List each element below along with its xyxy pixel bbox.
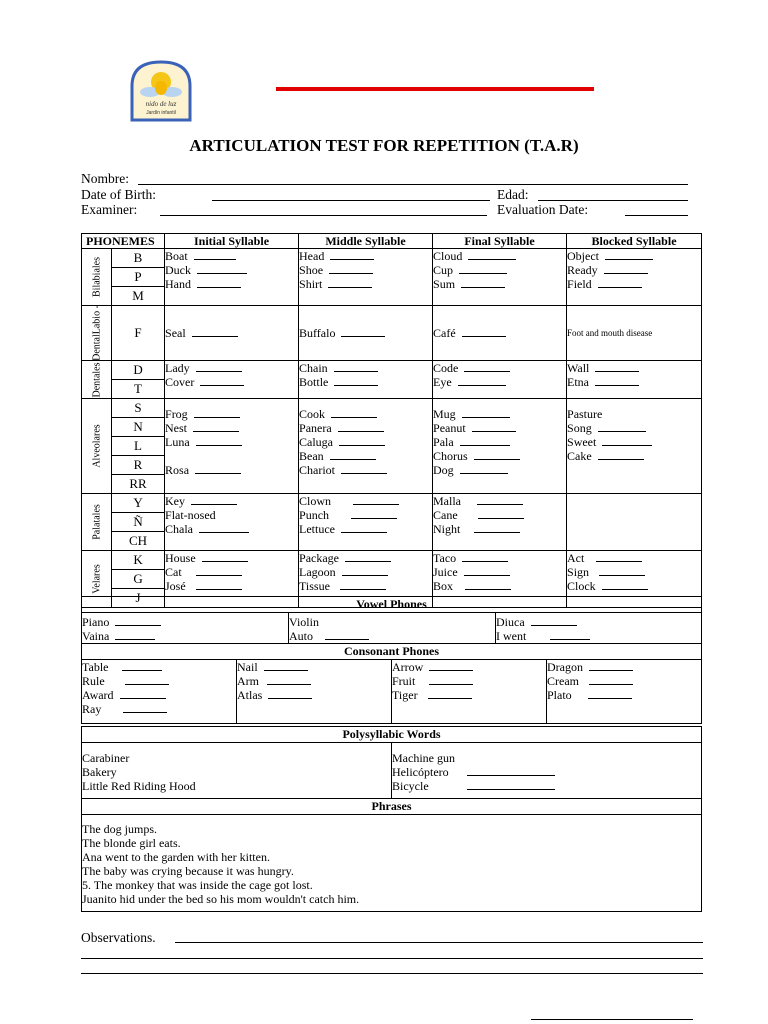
word: Eye [433, 375, 452, 389]
word: Package [299, 551, 339, 565]
answer-blank[interactable] [340, 579, 386, 590]
word: Key [165, 494, 186, 508]
word: Sweet [567, 435, 597, 449]
answer-blank[interactable] [122, 660, 162, 671]
phoneme: G [112, 570, 164, 589]
word: Chorus [433, 449, 468, 463]
word: Bean [299, 449, 324, 463]
vowel-title: Vowel Phones [82, 597, 702, 613]
answer-blank[interactable] [192, 326, 238, 337]
consonant-title: Consonant Phones [82, 644, 702, 660]
answer-blank[interactable] [589, 674, 633, 685]
dob-field[interactable] [212, 200, 490, 201]
answer-blank[interactable] [598, 277, 642, 288]
answer-blank[interactable] [197, 263, 247, 274]
phoneme: Y [112, 494, 164, 513]
page-title: ARTICULATION TEST FOR REPETITION (T.A.R) [189, 136, 579, 155]
word: Code [433, 361, 459, 375]
word: Sign [567, 565, 590, 579]
word: Cover [165, 375, 195, 389]
word: José [165, 579, 186, 593]
answer-blank[interactable] [196, 565, 242, 576]
word: Duck [165, 263, 192, 277]
category-velares: Velares [82, 551, 112, 608]
word: Café [433, 326, 456, 340]
examiner-label: Examiner: [81, 202, 138, 217]
answer-blank[interactable] [589, 660, 633, 671]
phoneme: RR [129, 476, 147, 491]
consonant-table [81, 643, 702, 724]
word: Fruit [392, 674, 416, 688]
word: Dragon [547, 660, 583, 674]
word: Mug [433, 407, 456, 421]
answer-blank[interactable] [125, 674, 169, 685]
answer-blank[interactable] [325, 629, 369, 640]
word: Boat [165, 249, 188, 263]
answer-blank[interactable] [596, 551, 642, 562]
answer-blank[interactable] [467, 765, 555, 776]
word: Peanut [433, 421, 466, 435]
answer-blank[interactable] [605, 249, 653, 260]
word: Tissue [299, 579, 330, 593]
word: Luna [165, 435, 190, 449]
word: Auto [289, 629, 313, 643]
word: Helicóptero [392, 765, 449, 779]
word: Chain [299, 361, 328, 375]
word: Rule [82, 674, 105, 688]
word: Head [299, 249, 325, 263]
answer-blank[interactable] [464, 361, 510, 372]
word: Nest [165, 421, 188, 435]
word: Arrow [392, 660, 424, 674]
word: Ray [82, 702, 102, 716]
observations-line[interactable] [175, 942, 703, 943]
signature-line[interactable] [531, 1019, 693, 1020]
word: Act [567, 551, 585, 565]
word: Cloud [433, 249, 463, 263]
word: Sum [433, 277, 456, 291]
observations-line[interactable] [81, 973, 703, 974]
answer-blank[interactable] [195, 463, 241, 474]
school-logo [126, 60, 196, 122]
examiner-field[interactable] [160, 215, 487, 216]
answer-blank[interactable] [460, 463, 508, 474]
answer-blank[interactable] [264, 660, 308, 671]
dob-label: Date of Birth: [81, 187, 156, 202]
observations-label: Observations. [81, 930, 156, 945]
word: Tiger [392, 688, 418, 702]
phrase: 5. The monkey that was inside the cage got lost. [82, 878, 313, 892]
poly-title: Polysyllabic Words [82, 727, 702, 743]
phrase: Juanito hid under the bed so his mom wouldn't catch him. [82, 892, 360, 906]
header-blocked: Blocked Syllable [567, 234, 702, 249]
logo-text: nido de luz [145, 100, 177, 108]
word: Piano [82, 615, 110, 629]
phrase: Ana went to the garden with her kitten. [82, 850, 270, 864]
phrase: The dog jumps. [82, 822, 157, 836]
word: Juice [433, 565, 458, 579]
answer-blank[interactable] [200, 375, 244, 386]
word: Cat [165, 565, 182, 579]
answer-blank[interactable] [550, 629, 590, 640]
answer-blank[interactable] [115, 615, 161, 626]
answer-blank[interactable] [472, 421, 516, 432]
word: Song [567, 421, 592, 435]
word: Taco [433, 551, 457, 565]
answer-blank[interactable] [345, 551, 391, 562]
word: Vaina [82, 629, 110, 643]
header-initial: Initial Syllable [165, 234, 299, 249]
word: Frog [165, 407, 188, 421]
eval-date-field[interactable] [625, 215, 688, 216]
word: Object [567, 249, 600, 263]
phoneme: N [112, 418, 164, 437]
word: Bicycle [392, 779, 429, 793]
answer-blank[interactable] [329, 263, 373, 274]
answer-blank[interactable] [478, 508, 524, 519]
word: Field [567, 277, 592, 291]
edad-label: Edad: [497, 187, 529, 202]
word: Award [82, 688, 114, 702]
word: Carabiner [82, 751, 130, 765]
word: Table [82, 660, 109, 674]
word: Seal [165, 326, 186, 340]
answer-blank[interactable] [462, 407, 510, 418]
answer-blank[interactable] [342, 565, 388, 576]
word: Bottle [299, 375, 329, 389]
answer-blank[interactable] [341, 522, 387, 533]
word: Cake [567, 449, 592, 463]
answer-blank[interactable] [120, 688, 166, 699]
word: Arm [237, 674, 259, 688]
answer-blank[interactable] [598, 449, 644, 460]
word: Caluga [299, 435, 334, 449]
answer-blank[interactable] [267, 674, 311, 685]
answer-blank[interactable] [351, 508, 397, 519]
edad-field[interactable] [538, 200, 688, 201]
phoneme: Ñ [112, 513, 164, 532]
answer-blank[interactable] [602, 579, 648, 590]
category-dentallabio: DentalLabio - [82, 306, 112, 361]
answer-blank[interactable] [467, 779, 555, 790]
answer-blank[interactable] [531, 615, 577, 626]
answer-blank[interactable] [193, 421, 239, 432]
answer-blank[interactable] [599, 565, 645, 576]
answer-blank[interactable] [339, 435, 385, 446]
answer-blank[interactable] [341, 326, 385, 337]
answer-blank[interactable] [465, 579, 511, 590]
word: House [165, 551, 196, 565]
header-middle: Middle Syllable [299, 234, 433, 249]
red-divider [276, 87, 594, 91]
word: Chala [165, 522, 194, 536]
answer-blank[interactable] [268, 688, 312, 699]
word: I went [496, 629, 527, 643]
word: Box [433, 579, 454, 593]
word: Atlas [237, 688, 263, 702]
phoneme: CH [128, 533, 148, 548]
word: Bakery [82, 765, 117, 779]
word: Lettuce [299, 522, 335, 536]
word: Chariot [299, 463, 336, 477]
category-alveolares: Alveolares [82, 399, 112, 494]
answer-blank[interactable] [115, 629, 155, 640]
category-palatales: Palatales [82, 494, 112, 551]
answer-blank[interactable] [461, 277, 505, 288]
phoneme: P [112, 268, 164, 287]
phoneme: R [112, 456, 164, 475]
answer-blank[interactable] [458, 375, 506, 386]
answer-blank[interactable] [602, 435, 652, 446]
word: Etna [567, 375, 590, 389]
word: Ready [567, 263, 598, 277]
answer-blank[interactable] [429, 674, 473, 685]
category-dentales: Dentales [82, 361, 112, 399]
word: Buffalo [299, 326, 336, 340]
phrase: The baby was crying because it was hungry. [82, 864, 294, 878]
answer-blank[interactable] [429, 660, 473, 671]
word: Foot and mouth disease [567, 328, 653, 338]
answer-blank[interactable] [477, 494, 523, 505]
word: Violin [289, 615, 319, 629]
word: Clock [567, 579, 596, 593]
word: Shoe [299, 263, 324, 277]
phoneme: B [112, 249, 164, 268]
header-phonemes: PHONEMES [82, 234, 165, 249]
answer-blank[interactable] [474, 522, 520, 533]
phoneme: F [134, 325, 142, 340]
answer-blank[interactable] [196, 435, 242, 446]
answer-blank[interactable] [328, 277, 372, 288]
phoneme-table [81, 233, 702, 608]
polysyllabic-table [81, 726, 702, 799]
nombre-label: Nombre: [81, 171, 129, 186]
phoneme: T [134, 381, 142, 396]
word: Dog [433, 463, 454, 477]
answer-blank[interactable] [604, 263, 648, 274]
word: Wall [567, 361, 590, 375]
answer-blank[interactable] [123, 702, 167, 713]
answer-blank[interactable] [191, 494, 237, 505]
header-final: Final Syllable [433, 234, 567, 249]
answer-blank[interactable] [331, 407, 377, 418]
word: Lady [165, 361, 190, 375]
category-bilabiales: Bilabiales [82, 249, 112, 306]
answer-blank[interactable] [588, 688, 632, 699]
word: Night [433, 522, 461, 536]
word: Pala [433, 435, 454, 449]
word: Shirt [299, 277, 323, 291]
phoneme: S [112, 399, 164, 418]
phoneme: K [112, 551, 164, 570]
word: Cane [433, 508, 458, 522]
answer-blank[interactable] [196, 579, 242, 590]
word: Malla [433, 494, 462, 508]
answer-blank[interactable] [194, 407, 240, 418]
word: Plato [547, 688, 572, 702]
answer-blank[interactable] [334, 375, 378, 386]
answer-blank[interactable] [334, 361, 378, 372]
phoneme: D [112, 361, 164, 380]
phrases-table [81, 798, 702, 912]
word: Clown [299, 494, 332, 508]
answer-blank[interactable] [330, 249, 374, 260]
word: Punch [299, 508, 330, 522]
answer-blank[interactable] [330, 449, 376, 460]
word: Little Red Riding Hood [82, 779, 196, 793]
word: Lagoon [299, 565, 336, 579]
phoneme: L [112, 437, 164, 456]
answer-blank[interactable] [460, 435, 510, 446]
answer-blank[interactable] [197, 277, 241, 288]
word: Hand [165, 277, 192, 291]
word: Cream [547, 674, 579, 688]
word: Cup [433, 263, 454, 277]
answer-blank[interactable] [462, 551, 508, 562]
answer-blank[interactable] [341, 463, 387, 474]
word: Cook [299, 407, 326, 421]
answer-blank[interactable] [194, 249, 236, 260]
word: Flat-nosed [165, 508, 216, 522]
nombre-field[interactable] [138, 184, 688, 185]
answer-blank[interactable] [459, 263, 507, 274]
phoneme: M [132, 288, 144, 303]
answer-blank[interactable] [468, 249, 516, 260]
phrase: The blonde girl eats. [82, 836, 181, 850]
phrases-title: Phrases [82, 799, 702, 815]
answer-blank[interactable] [428, 688, 472, 699]
word: Pasture [567, 407, 603, 421]
phoneme: J [135, 590, 141, 605]
answer-blank[interactable] [199, 522, 249, 533]
answer-blank[interactable] [595, 361, 639, 372]
answer-blank[interactable] [202, 551, 248, 562]
vowel-table [81, 596, 702, 644]
word: Diuca [496, 615, 525, 629]
observations-line[interactable] [81, 958, 703, 959]
logo-subtext: Jardín infantil [146, 110, 176, 116]
answer-blank[interactable] [595, 375, 639, 386]
answer-blank[interactable] [196, 361, 242, 372]
answer-blank[interactable] [338, 421, 384, 432]
eval-date-label: Evaluation Date: [497, 202, 589, 217]
answer-blank[interactable] [474, 449, 520, 460]
word: Machine gun [392, 751, 455, 765]
word: Rosa [165, 463, 190, 477]
answer-blank[interactable] [462, 326, 506, 337]
word: Nail [237, 660, 258, 674]
answer-blank[interactable] [353, 494, 399, 505]
answer-blank[interactable] [464, 565, 510, 576]
word: Panera [299, 421, 332, 435]
answer-blank[interactable] [598, 421, 646, 432]
